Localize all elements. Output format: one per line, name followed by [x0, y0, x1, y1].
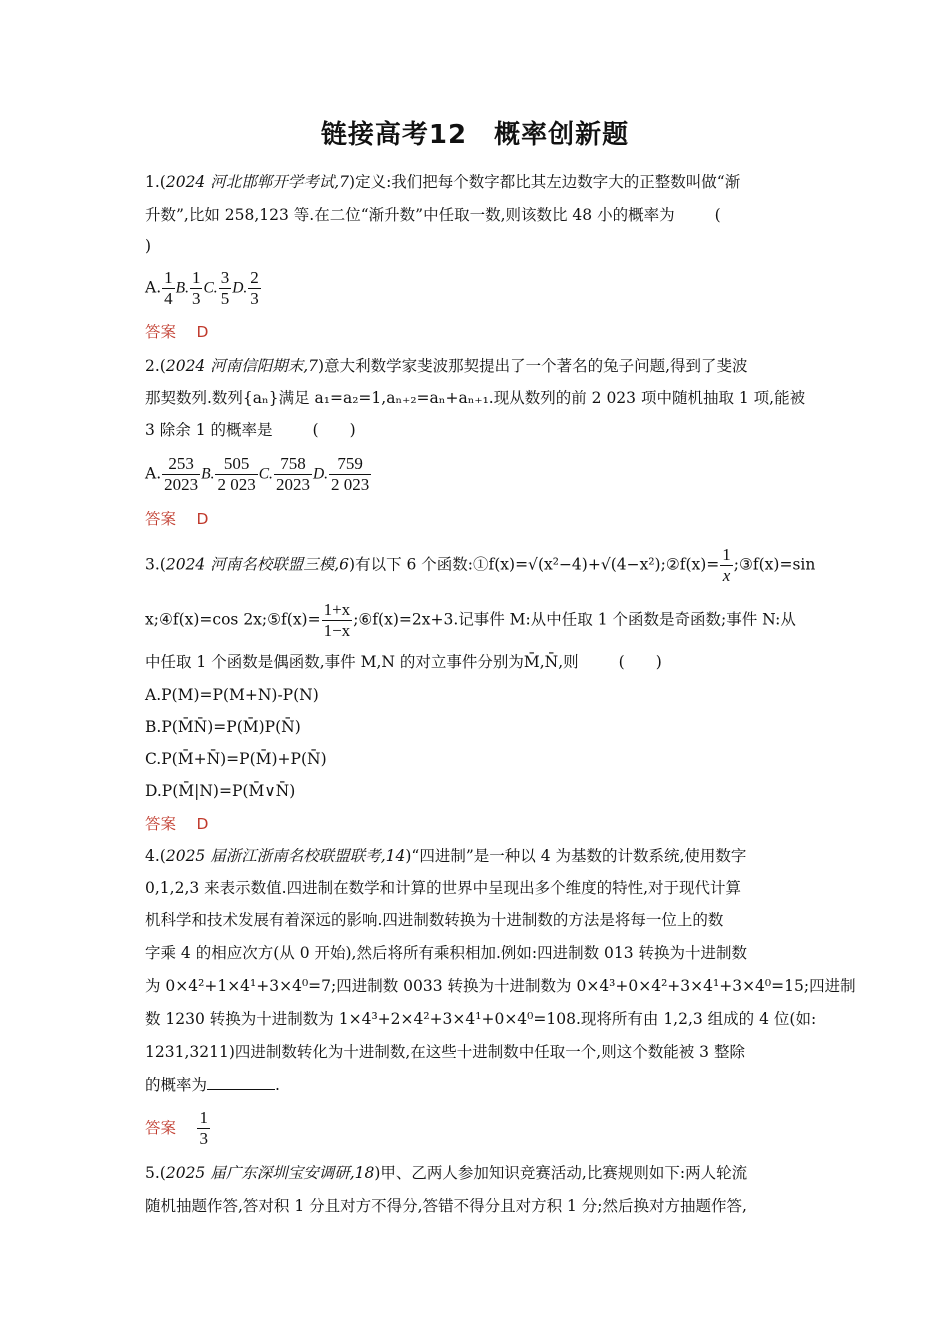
q4-answer-fraction: $\frac{1}{3}$: [199, 1108, 208, 1148]
q5-line-1: 5.(2025 届广东深圳宝安调研,18)甲、乙两人参加知识竞赛活动,比赛规则如下:两人轮流: [145, 1164, 748, 1182]
q2-line-1: 2.(2024 河南信阳期末,7)意大利数学家斐波那契提出了一个著名的兔子问题,得到了斐波: [145, 357, 748, 375]
q2-option-d-fraction: $\frac{759}{2 023}$: [331, 454, 370, 494]
page-title: 链接高考12 概率创新题: [320, 120, 630, 150]
q4-line-8: 的概率为 .: [145, 1076, 280, 1094]
q1-option-b-fraction: $\frac{1}{3}$: [191, 268, 201, 308]
q1-option-d-fraction: $\frac{2}{3}$: [250, 268, 259, 308]
q3-line-2: x;④f(x)=cos 2x;⑤f(x)= $\frac{1+x}{1-x}$ ;⑥f(x)=2x+3.记事件 M:从中任取 1 个函数是奇函数;事件 N:从: [145, 600, 796, 640]
q3-reciprocal-fraction: $\frac{1}{x}$: [722, 545, 731, 585]
q4-line-4: 字乘 4 的相应次方(从 0 开始),然后将所有乘积相加.例如:四进制数 013 转换为十进制数: [145, 944, 748, 962]
q4-line-7: 1231,3211)四进制数转化为十进制数,在这些十进制数中任取一个,则这个数能被 3 整除: [145, 1043, 745, 1061]
q1-line-3: ): [145, 237, 152, 255]
q4-line-5: 为 0×4²+1×4¹+3×4⁰=7;四进制数 0033 转换为十进制数为 0×4³+0×4²+3×4¹+3×4⁰=15;四进制: [145, 977, 856, 995]
q1-option-a-fraction: $\frac{1}{4}$: [164, 268, 173, 308]
q4-line-3: 机科学和技术发展有着深远的影响.四进制数转换为十进制数的方法是将每一位上的数: [145, 911, 724, 929]
q3-option-d: D.P(M̄|N)=P(M̄∨N̄): [145, 782, 296, 800]
q3-line-3: 中任取 1 个函数是偶函数,事件 M,N 的对立事件分别为M̄,N̄,则 ( ): [145, 653, 662, 671]
answer-blank: [207, 1075, 275, 1090]
q3-option-a: A.P(M)=P(M+N)-P(N): [145, 686, 319, 704]
q2-option-c-fraction: $\frac{758}{2023}$: [275, 454, 310, 494]
q1-option-c-fraction: $\frac{3}{5}$: [220, 268, 230, 308]
q3-option-c: C.P(M̄+N̄)=P(M̄)+P(N̄): [145, 750, 327, 768]
q4-line-2: 0,1,2,3 来表示数值.四进制在数学和计算的世界中呈现出多个维度的特性,对于现代计算: [145, 879, 742, 897]
q2-line-3: 3 除余 1 的概率是 ( ): [145, 421, 356, 439]
q4-answer: 答案 $\frac{1}{3}$: [145, 1108, 208, 1148]
q2-answer: 答案 D: [145, 510, 209, 528]
q2-option-a-fraction: $\frac{253}{2023}$: [164, 454, 199, 494]
q2-options: A. $\frac{253}{2023}$ B. $\frac{505}{2 023}$ C. $\frac{758}{2023}$ D. $\frac{759}{2 023}$: [145, 454, 370, 494]
q1-answer: 答案 D: [145, 323, 209, 341]
q1-source: 2024 河北邯郸开学考试,7: [165, 173, 350, 191]
q5-line-2: 随机抽题作答,答对积 1 分且对方不得分,答错不得分且对方积 1 分;然后换对方抽题作答,: [145, 1197, 747, 1215]
q3-option-b: B.P(M̄N̄)=P(M̄)P(N̄): [145, 718, 301, 736]
q4-line-1: 4.(2025 届浙江浙南名校联盟联考,14)“四进制”是一种以 4 为基数的计数系统,使用数字: [145, 847, 747, 865]
q1-options: A. $\frac{1}{4}$ B. $\frac{1}{3}$ C. $\frac{3}{5}$ D. $\frac{2}{3}$: [145, 268, 259, 308]
q4-line-6: 数 1230 转换为十进制数为 1×4³+2×4²+3×4¹+0×4⁰=108.现将所有由 1,2,3 组成的 4 位(如:: [145, 1010, 817, 1028]
q2-line-2: 那契数列.数列{aₙ}满足 a₁=a₂=1,aₙ₊₂=aₙ+aₙ₊₁.现从数列的前 2 023 项中随机抽取 1 项,能被: [145, 389, 806, 407]
q2-option-b-fraction: $\frac{505}{2 023}$: [217, 454, 256, 494]
q1-line-1: 1.(2024 河北邯郸开学考试,7)定义:我们把每个数字都比其左边数字大的正整数叫做“渐: [145, 173, 741, 191]
q3-line-1: 3.(2024 河南名校联盟三模,6)有以下 6 个函数:①f(x)=√(x²−4)+√(4−x²);②f(x)= $\frac{1}{x}$ ;③f(x)=sin: [145, 545, 816, 585]
q3-rational-fraction: $\frac{1+x}{1-x}$: [323, 600, 351, 640]
q3-answer: 答案 D: [145, 815, 209, 833]
q1-line-2: 升数”,比如 258,123 等.在二位“渐升数”中任取一数,则该数比 48 小的概率为 (: [145, 206, 721, 224]
